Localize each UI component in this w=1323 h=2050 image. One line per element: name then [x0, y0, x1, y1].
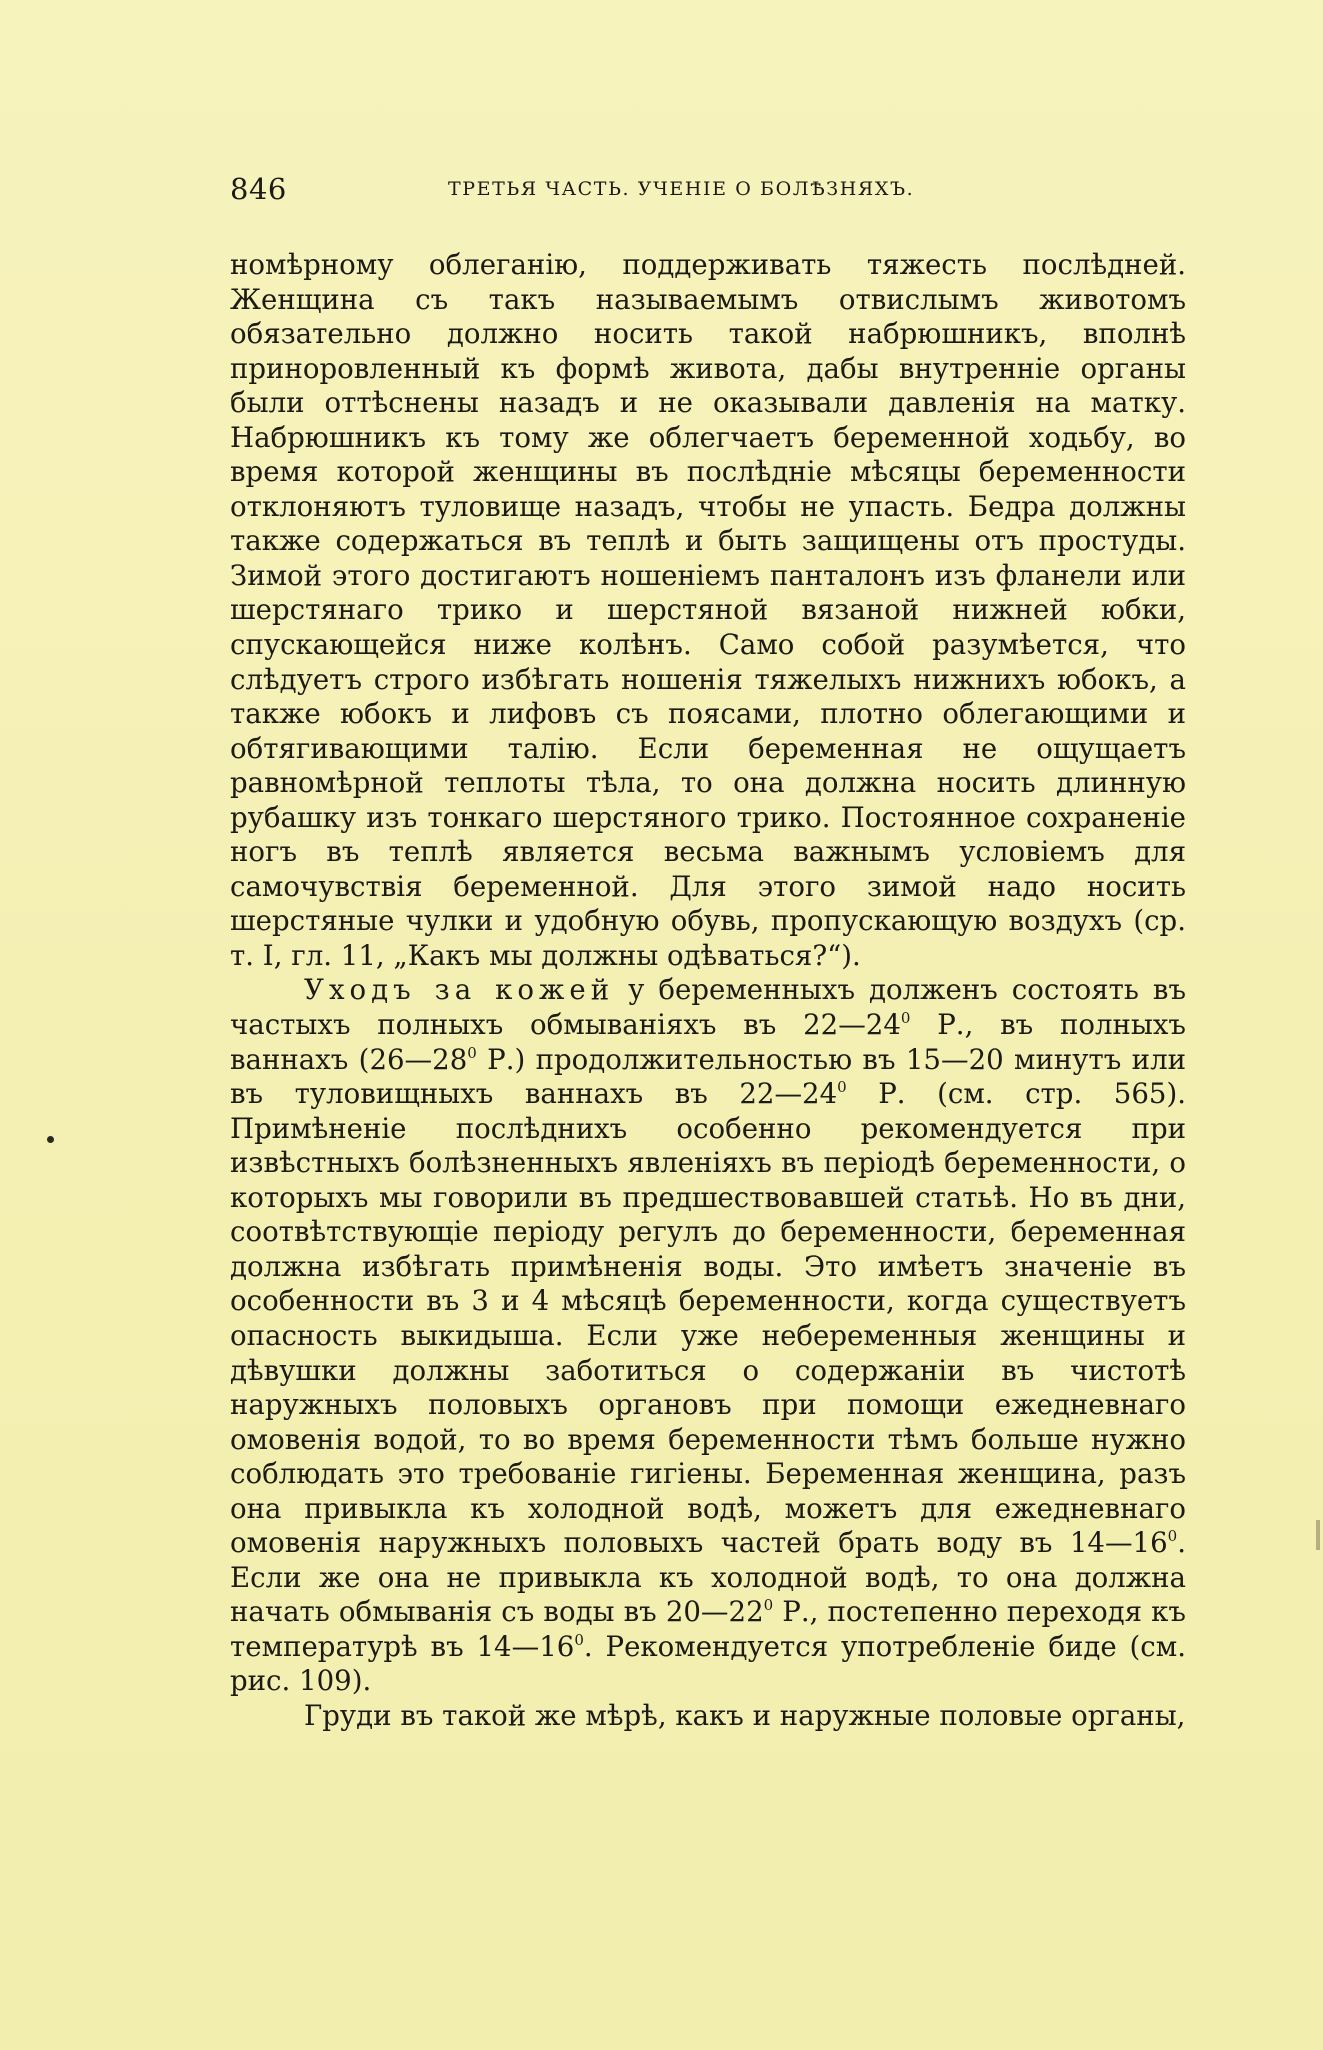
degree-superscript: 0: [1167, 1527, 1178, 1546]
page-number: 846: [230, 172, 287, 206]
section-lead-skin-care: Уходъ за кожей: [304, 973, 615, 1007]
paragraph-skin-care: [230, 973, 1186, 1698]
text-segment: . Если же она не привыкла къ холодной водѣ, то она должна начать обмыванія съ воды въ 20—22: [230, 1526, 1186, 1629]
degree-superscript: 0: [900, 1009, 911, 1028]
text-segment: . Рекомендуется употребленіе биде (см. рис. 109).: [230, 1629, 1186, 1698]
text-segment: Р., постепенно переходя къ температурѣ въ 14—16: [230, 1595, 1186, 1663]
text-segment: Р., въ полныхъ ваннахъ (26—28: [230, 1008, 1186, 1076]
degree-superscript: 0: [763, 1596, 774, 1615]
paragraph-clothing: номѣрному облеганію, поддерживать тяжесть послѣдней. Женщина съ такъ называемымъ отвислымъ животомъ обязательно должно носить такой набрюшникъ, вполнѣ приноровленный къ формѣ живота, дабы внутренніе органы были оттѣснены назадъ и не оказывали давленія на матку. Набрюшникъ къ тому же облегчаетъ беременной ходьбу, во время которой женщины въ послѣдніе мѣсяцы беременности отклоняютъ туловище назадъ, чтобы не упасть. Бедра должны также содержаться въ теплѣ и быть защищены отъ простуды. Зимой этого достигаютъ ношеніемъ панталонъ изъ фланели или шерстянаго трико и шерстяной вязаной нижней юбки, спускающейся ниже колѣнъ. Само собой разумѣется, что слѣдуетъ строго избѣгать ношенія тяжелыхъ нижнихъ юбокъ, а также юбокъ и лифовъ съ поясами, плотно облегающими и обтягивающими талію. Если беременная не ощущаетъ равномѣрной теплоты тѣла, то она должна носить длинную рубашку изъ тонкаго шерстяного трико. Постоянное сохраненіе ногъ въ теплѣ является весьма важнымъ условіемъ для самочувствія беременной. Для этого зимой надо носить шерстяные чулки и удобную обувь, пропускающую воздухъ (ср. т. I, гл. 11, „Какъ мы должны одѣваться?“).: [230, 248, 1186, 972]
text-segment: Р. (см. стр. 565). Примѣненіе послѣднихъ особенно рекомендуется при извѣстныхъ болѣзненныхъ явленіяхъ въ періодѣ беременности, о которыхъ мы говорили въ предшествовавшей статьѣ. Но въ дни, соотвѣтствующіе періоду регулъ до беременности, беременная должна избѣгать примѣненія воды. Это имѣетъ значеніе въ особенности въ 3 и 4 мѣсяцѣ беременности, когда существуетъ опасность выкидыша. Если уже небеременныя женщины и дѣвушки должны заботиться о содержаніи въ чистотѣ наружныхъ половыхъ органовъ при помощи ежедневнаго омовенія водой, то во время беременности тѣмъ больше нужно соблюдать это требованіе гигіены. Беременная женщина, разъ она привыкла къ холодной водѣ, можетъ для ежедневнаго омовенія наружныхъ половыхъ частей брать воду въ 14—16: [230, 1077, 1186, 1560]
degree-superscript: 0: [574, 1630, 584, 1649]
degree-superscript: 0: [467, 1043, 477, 1062]
page-header: [230, 172, 1186, 212]
margin-dot-mark: [47, 1136, 54, 1143]
text-segment: у беременныхъ долженъ состоять въ частыхъ полныхъ обмываніяхъ въ 22—24: [230, 973, 1187, 1042]
body-text: [230, 248, 1186, 1734]
edge-mark: [1316, 1520, 1320, 1550]
paragraph-breasts: Груди въ такой же мѣрѣ, какъ и наружные половые органы,: [304, 1698, 1186, 1732]
running-head: ТРЕТЬЯ ЧАСТЬ. УЧЕНІЕ О БОЛѢЗНЯХЪ.: [448, 178, 915, 200]
degree-superscript: 0: [837, 1078, 847, 1097]
text-segment: Р.) продолжительностью въ 15—20 минутъ или въ туловищныхъ ваннахъ въ 22—24: [230, 1042, 1186, 1111]
